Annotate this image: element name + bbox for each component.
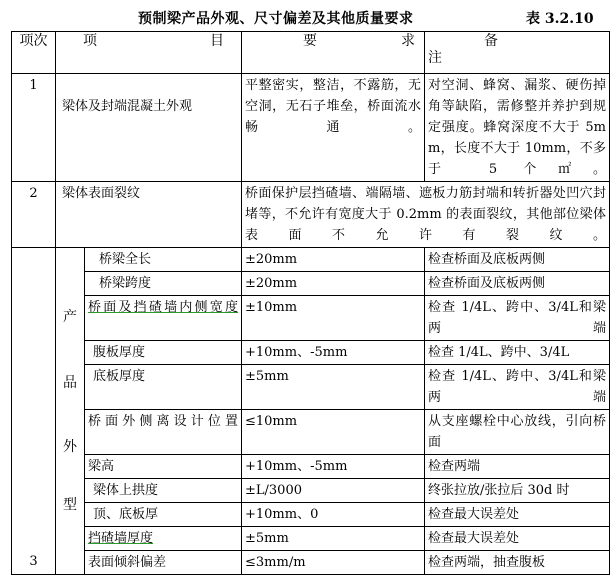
row-item: 梁体及封端混凝土外观 [56, 74, 242, 182]
table-row [12, 455, 610, 479]
row-item: 梁体表面裂纹 [56, 182, 242, 248]
spec-tolerance: ±10mm [242, 296, 425, 341]
spec-item: 桥梁跨度 [85, 272, 242, 296]
table-row [12, 365, 610, 410]
header-item-right: 目 [210, 33, 224, 49]
category-char: 外 [63, 439, 77, 455]
spec-item: 底板厚度 [85, 365, 242, 410]
spec-tolerance: ±5mm [242, 527, 425, 551]
row-note: 对空洞、蜂窝、漏浆、硬伤掉角等缺陷，需修整并养护到规定强度。蜂窝深度不大于 5mm，长度不大于 10mm，不多于 5 个㎡。 [425, 74, 610, 182]
spec-tolerance: +10mm、-5mm [242, 455, 425, 479]
spec-item: 顶、底板厚 [85, 503, 242, 527]
table-row [12, 296, 610, 341]
header-item [56, 32, 242, 74]
spec-item: 桥面外侧离设计位置 [85, 410, 242, 455]
header-note-top: 备 [484, 33, 498, 49]
spec-method: 从支座螺栓中心放线，引向桥面 [425, 410, 610, 455]
spec-item: 梁高 [85, 455, 242, 479]
table-row [12, 410, 610, 455]
spec-item-text: 桥面及挡碴墙内侧宽度 [88, 300, 238, 315]
spec-item [85, 527, 242, 551]
spec-method: 检查最大误差处 [425, 527, 610, 551]
header-req-right: 求 [401, 33, 415, 49]
document-title: 预制梁产品外观、尺寸偏差及其他质量要求 [138, 11, 414, 27]
row-seq: 3 [12, 248, 56, 575]
spec-method: 检查两端 [425, 455, 610, 479]
category-char: 品 [63, 375, 77, 391]
table-row [12, 74, 610, 182]
header-item-left: 项 [83, 33, 97, 49]
spec-method: 检查桥面及底板两侧 [425, 248, 610, 272]
table-row [12, 527, 610, 551]
row-seq: 1 [12, 74, 56, 182]
header-req-left: 要 [303, 33, 317, 49]
spec-tolerance: ≤3mm/m [242, 551, 425, 575]
category-char: 产 [63, 309, 77, 325]
row-requirement: 桥面保护层挡碴墙、端隔墙、遮板力筋封端和转折器处凹穴封堵等，不允许有宽度大于 0.2mm 的表面裂纹，其他部位梁体表面不允许有裂纹。 [242, 182, 610, 248]
spec-method: 终张拉放/张拉后 30d 时 [425, 479, 610, 503]
header-requirement [242, 32, 425, 74]
spec-method: 检查桥面及底板两侧 [425, 272, 610, 296]
spec-method: 检查 1/4L、跨中、3/4L和梁两端 [425, 365, 610, 410]
spec-method: 检查 1/4L、跨中、3/4L和梁两端 [425, 296, 610, 341]
spec-item-text: 挡碴墙厚度 [88, 531, 154, 546]
category-char: 型 [63, 497, 77, 513]
spec-tolerance: ±20mm [242, 248, 425, 272]
spec-tolerance: ≤10mm [242, 410, 425, 455]
header-note [425, 32, 610, 74]
table-row [12, 503, 610, 527]
spec-item: 桥梁全长 [85, 248, 242, 272]
spec-tolerance: +10mm、-5mm [242, 341, 425, 365]
table-row [12, 551, 610, 575]
table-row [12, 182, 610, 248]
header-row [12, 32, 610, 74]
category-label [56, 248, 85, 575]
spec-method: 检查 1/4L、跨中、3/4L [425, 341, 610, 365]
table-number: 表 3.2.10 [526, 11, 594, 27]
spec-tolerance: ±L/3000 [242, 479, 425, 503]
table-row [12, 248, 610, 272]
spec-tolerance: ±5mm [242, 365, 425, 410]
header-seq: 项次 [12, 32, 56, 74]
header-note-bottom: 注 [428, 50, 442, 66]
spec-item: 腹板厚度 [85, 341, 242, 365]
spec-item [85, 296, 242, 341]
spec-method: 检查两端，抽查腹板 [425, 551, 610, 575]
spec-tolerance: ±20mm [242, 272, 425, 296]
spec-method: 检查最大误差处 [425, 503, 610, 527]
spec-tolerance: +10mm、0 [242, 503, 425, 527]
row-seq: 2 [12, 182, 56, 248]
row-requirement: 平整密实，整洁，不露筋，无空洞，无石子堆垒，桥面流水畅通。 [242, 74, 425, 182]
table-row [12, 272, 610, 296]
table-row [12, 341, 610, 365]
table-row [12, 479, 610, 503]
quality-requirements-table [11, 31, 610, 575]
spec-item: 梁体上拱度 [85, 479, 242, 503]
spec-item: 表面倾斜偏差 [85, 551, 242, 575]
